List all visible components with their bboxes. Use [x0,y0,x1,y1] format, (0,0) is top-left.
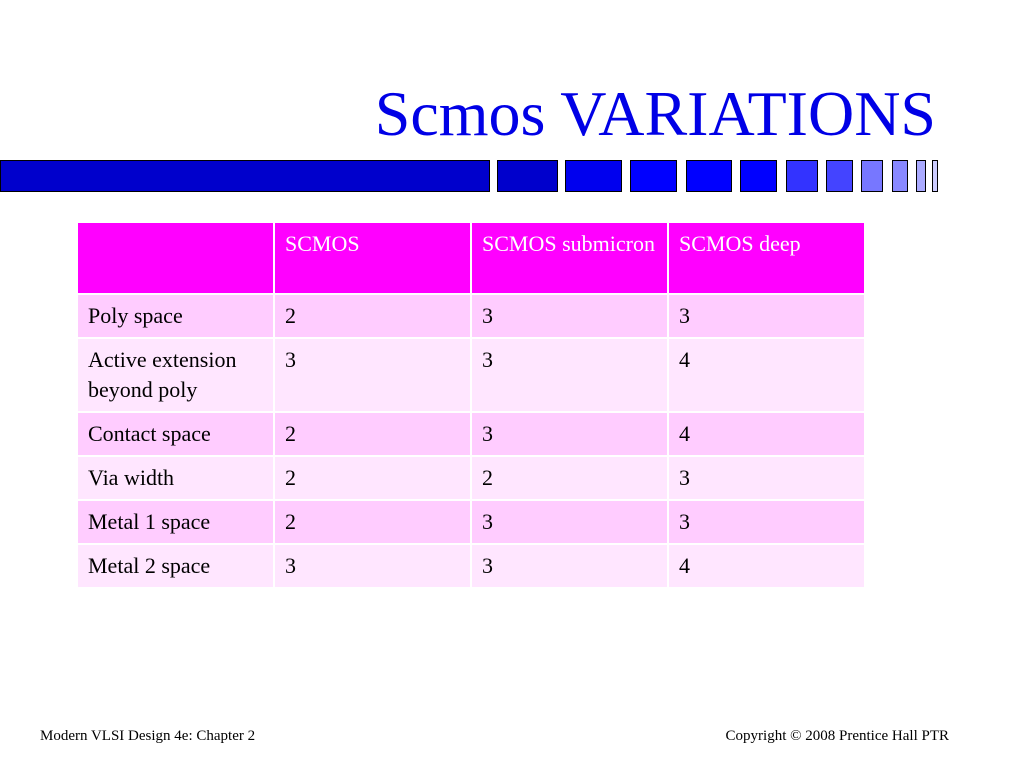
bar-block [630,160,677,192]
table-header-row [77,222,865,294]
bar-block [826,160,853,192]
table-cell: 2 [471,456,668,500]
table-cell: 3 [274,338,471,412]
row-label: Poly space [77,294,274,338]
table-cell: 2 [274,294,471,338]
row-label: Metal 1 space [77,500,274,544]
bar-block [740,160,777,192]
table-row [77,544,865,588]
table-cell: 3 [471,412,668,456]
table-row [77,500,865,544]
footer-copyright: Copyright © 2008 Prentice Hall PTR [725,728,949,744]
bar-block [0,160,490,192]
bar-block [497,160,558,192]
table-cell: 3 [471,338,668,412]
table-row [77,294,865,338]
bar-block [786,160,818,192]
header-cell: SCMOS submicron [471,222,668,294]
table-row [77,456,865,500]
table-cell: 4 [668,338,865,412]
table-cell: 4 [668,412,865,456]
table-cell: 3 [471,294,668,338]
table-cell: 3 [471,500,668,544]
table-cell: 3 [471,544,668,588]
header-cell: SCMOS [274,222,471,294]
row-label: Contact space [77,412,274,456]
bar-block [565,160,622,192]
bar-block [892,160,908,192]
table-row [77,338,865,412]
table-cell: 2 [274,456,471,500]
table-cell: 2 [274,500,471,544]
slide-title: Scmos VARIATIONS [374,78,936,149]
bar-block [932,160,938,192]
table-cell: 3 [668,294,865,338]
table-cell: 2 [274,412,471,456]
table-cell: 3 [668,456,865,500]
table-cell: 4 [668,544,865,588]
table-cell: 3 [274,544,471,588]
row-label: Metal 2 space [77,544,274,588]
footer-chapter: Modern VLSI Design 4e: Chapter 2 [40,728,256,744]
row-label: Active extension beyond poly [77,338,274,412]
row-label: Via width [77,456,274,500]
bar-block [861,160,883,192]
decorative-bar-strip [0,160,1024,194]
table-cell: 3 [668,500,865,544]
bar-block [916,160,926,192]
design-rules-table [76,221,866,589]
bar-block [686,160,732,192]
header-cell: SCMOS deep [668,222,865,294]
table-row [77,412,865,456]
header-cell [77,222,274,294]
